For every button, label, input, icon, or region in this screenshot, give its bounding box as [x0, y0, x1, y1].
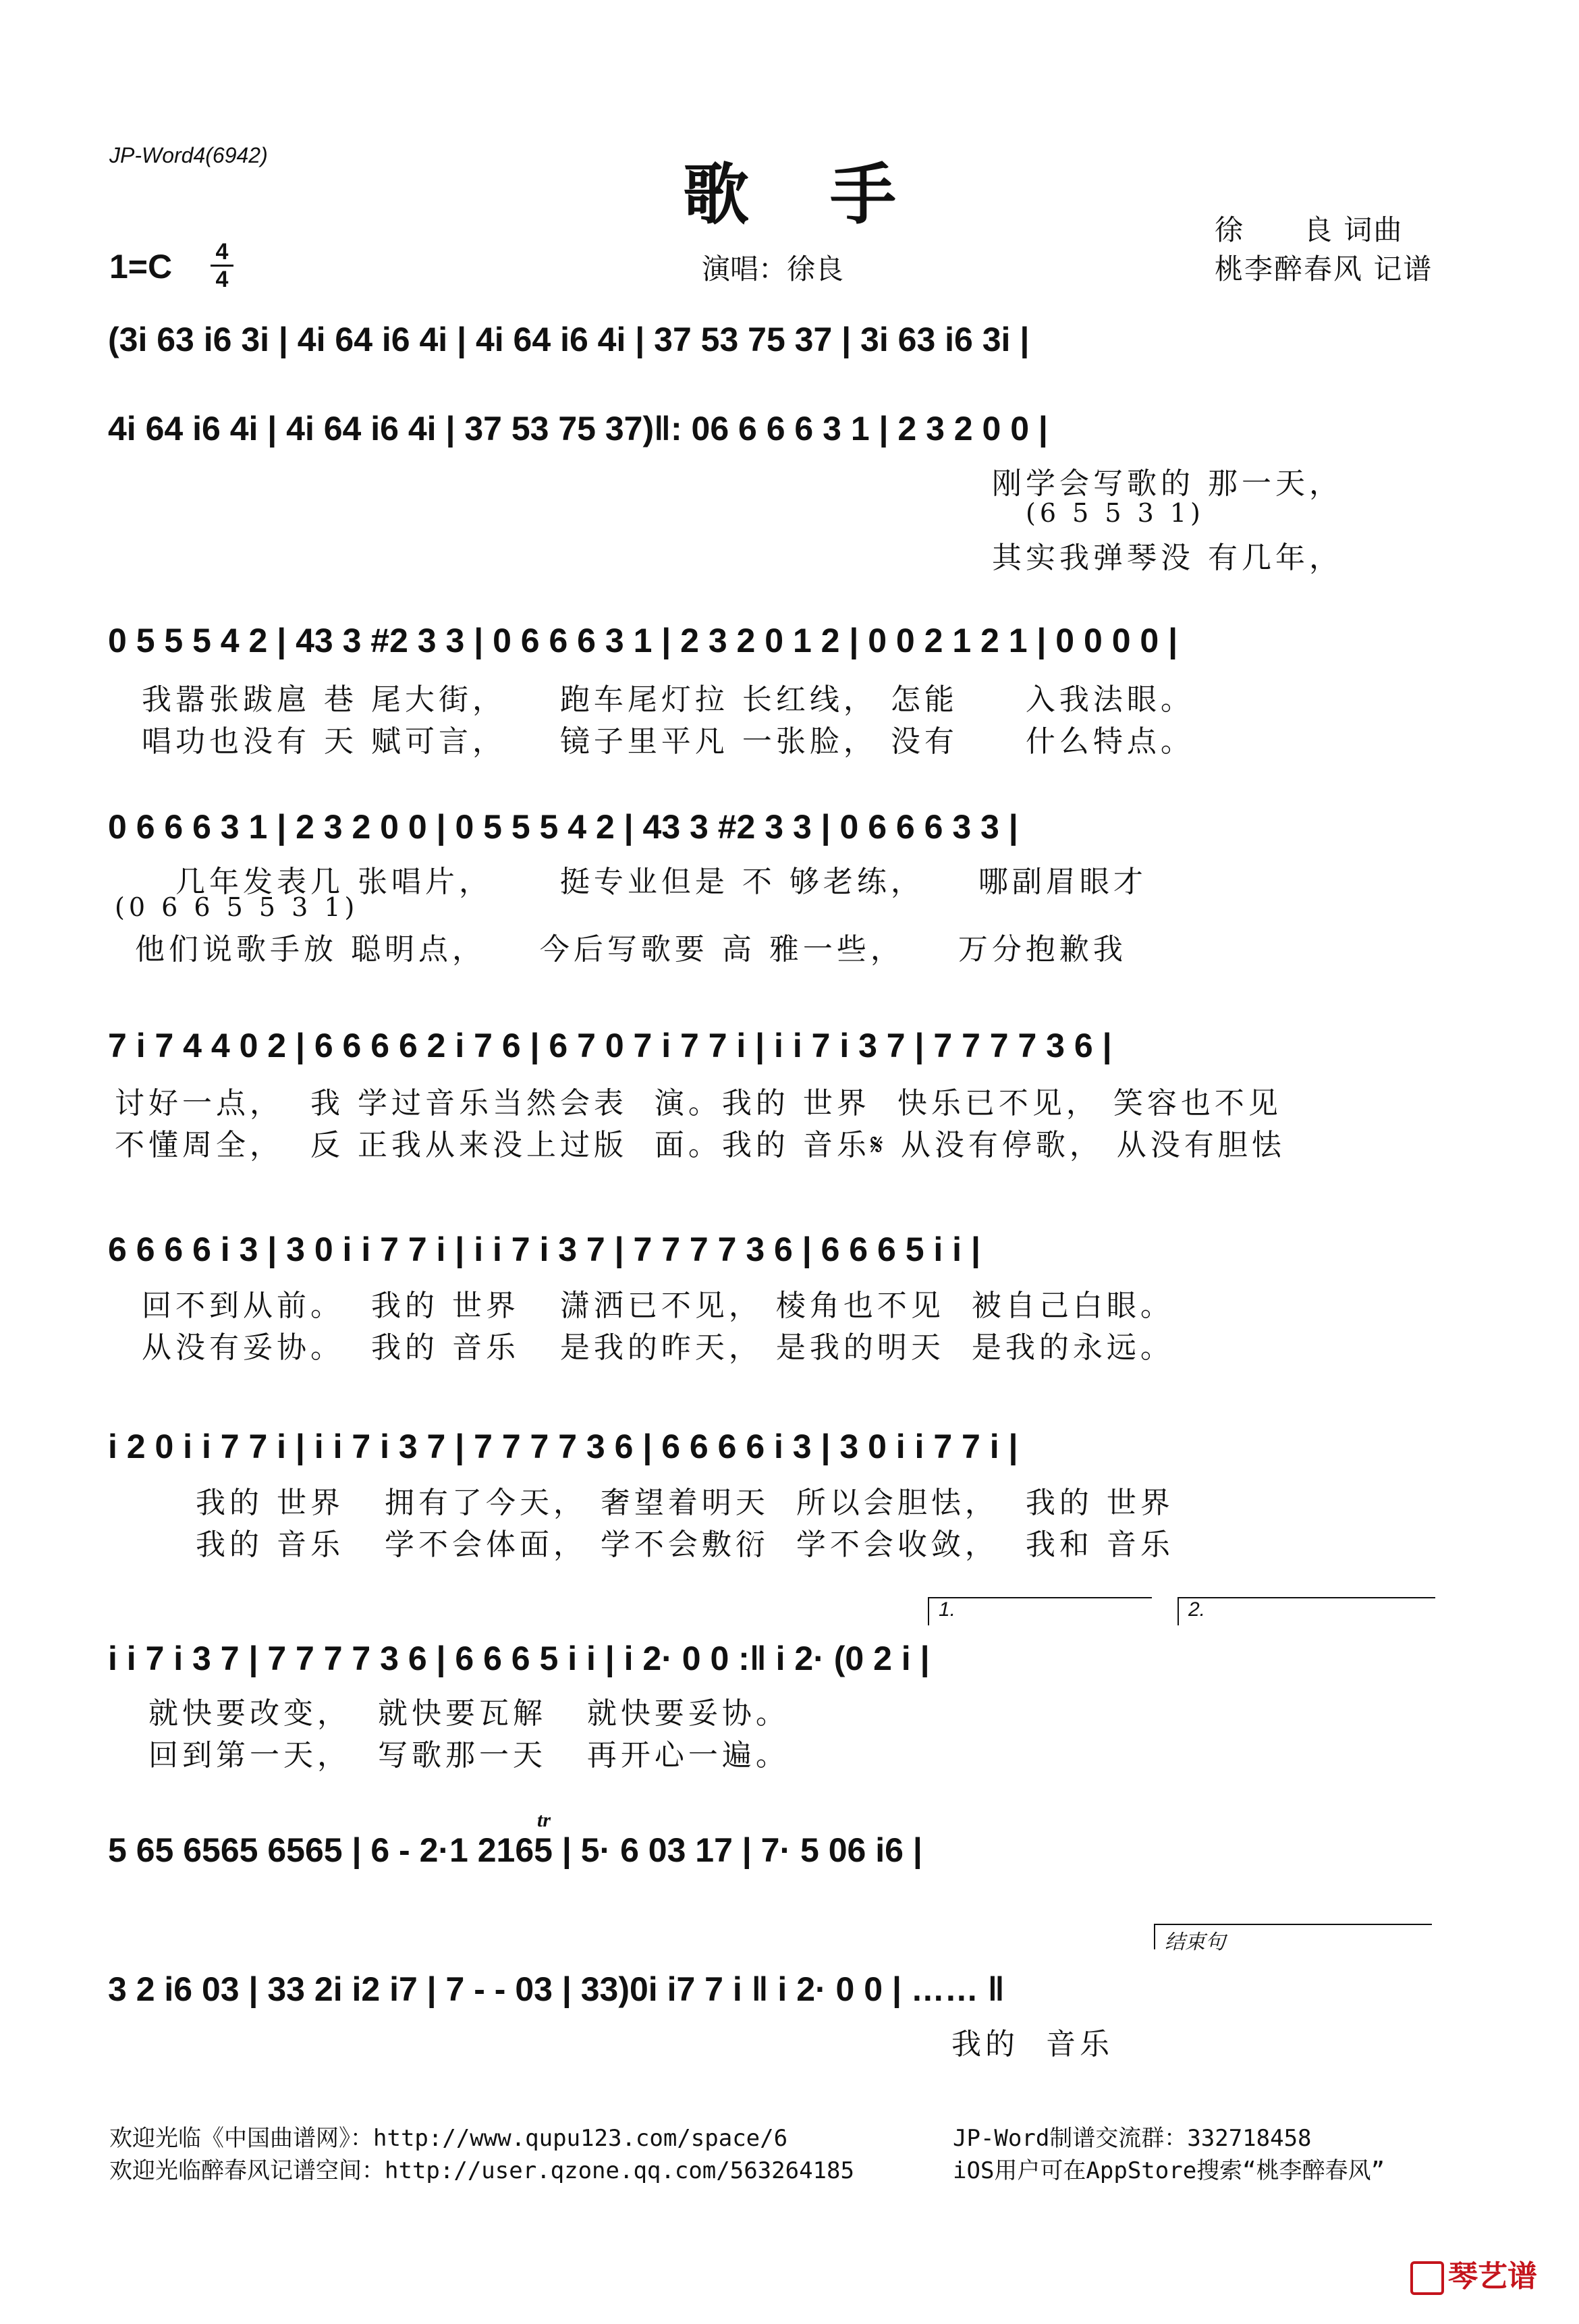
lyric-line: 就快要改变， 就快要瓦解 就快要妥协。 [148, 1696, 790, 1731]
footer-group: JP-Word制谱交流群：332718458 [953, 2125, 1312, 2152]
volta-label: 1. [939, 1598, 956, 1621]
software-label: JP-Word4(6942) [109, 143, 268, 167]
volta-label: 2. [1188, 1598, 1206, 1621]
lyric-line: 他们说歌手放 聪明点， 今后写歌要 高 雅一些， 万分抱歉我 [135, 932, 1127, 967]
watermark-text: 琴艺谱 [1448, 2260, 1537, 2293]
notation-line: 4i 64 i6 4i | 4i 64 i6 4i | 37 53 75 37)‖: 06 6 6 6 3 1 | 2 3 2 0 0 | [108, 410, 1048, 448]
lyric-line: 其实我弹琴没 有几年， [992, 541, 1343, 575]
score-system [108, 1639, 1464, 1678]
score-system [108, 1427, 1464, 1466]
footer-ios-note: iOS用户可在AppStore搜索“桃李醉春风” [953, 2157, 1385, 2184]
lyric-line: 不懂周全， 反 正我从来没上过版 面。我的 音乐𝄋 从没有停歌， 从没有胆怯 [115, 1128, 1285, 1162]
notation-line: i i 7 i 3 7 | 7 7 7 7 3 6 | 6 6 6 5 i i | i 2· 0 0 :‖ i 2· (0 2 i | [108, 1640, 930, 1677]
watermark-icon [1410, 2261, 1444, 2295]
lyric-line: 从没有妥协。 我的 音乐 是我的昨天， 是我的明天 是我的永远。 [142, 1330, 1174, 1365]
time-signature-bottom: 4 [215, 267, 229, 292]
time-signature-top: 4 [215, 239, 229, 265]
lyric-line: 我的 世界 拥有了今天， 奢望着明天 所以会胆怯， 我的 世界 [196, 1486, 1174, 1520]
volta-first-ending [928, 1597, 1152, 1625]
footer-space-link: 欢迎光临醉春风记谱空间：http://user.qzone.qq.com/563264185 [109, 2157, 854, 2184]
score-system [108, 320, 1464, 359]
lyric-line: 几年发表几 张唱片， 挺专业但是 不 够老练， 哪副眉眼才 [175, 865, 1147, 899]
score-system [108, 1230, 1464, 1269]
watermark-logo [1410, 2252, 1537, 2295]
lyric-line: 刚学会写歌的 那一天， [992, 466, 1343, 501]
notation-line: 7 i 7 4 4 0 2 | 6 6 6 6 2 i 7 6 | 6 7 0 7 i 7 7 i | i i 7 i 3 7 | 7 7 7 7 3 6 | [108, 1027, 1112, 1064]
singer-credit: 演唱：徐良 [702, 252, 844, 286]
notation-line: 6 6 6 6 i 3 | 3 0 i i 7 7 i | i i 7 i 3 7 | 7 7 7 7 3 6 | 6 6 6 5 i i | [108, 1231, 980, 1268]
notation-line: 3 2 i6 03 | 33 2i i2 i7 | 7 - - 03 | 33)0i i7 7 i ‖ i 2· 0 0 | …… ‖ [108, 1970, 1005, 2008]
notation-line: (3i 63 i6 3i | 4i 64 i6 4i | 4i 64 i6 4i | 37 53 75 37 | 3i 63 i6 3i | [108, 321, 1030, 358]
lyric-line: 回不到从前。 我的 世界 潇洒已不见， 棱角也不见 被自己白眼。 [142, 1289, 1174, 1323]
song-title: 歌手 [682, 156, 977, 234]
score-system [108, 1970, 1464, 2009]
lyric-line: 我嚣张跋扈 巷 尾大街， 跑车尾灯拉 长红线， 怎能 入我法眼。 [142, 682, 1194, 717]
transcriber-credit: 桃李醉春风 记谱 [1215, 252, 1433, 286]
lyric-line: 我的 音乐 [951, 2027, 1113, 2061]
lyric-line: (6 5 5 3 1) [1026, 498, 1204, 528]
lyric-line: 回到第一天， 写歌那一天 再开心一遍。 [148, 1738, 790, 1773]
score-system [108, 1026, 1464, 1065]
notation-line: 0 5 5 5 4 2 | 43 3 #2 3 3 | 0 6 6 6 3 1 | 2 3 2 0 1 2 | 0 0 2 1 2 1 | 0 0 0 0 | [108, 622, 1178, 659]
lyric-line: 我的 音乐 学不会体面， 学不会敷衍 学不会收敛， 我和 音乐 [196, 1528, 1174, 1562]
notation-line: 0 6 6 6 3 1 | 2 3 2 0 0 | 0 5 5 5 4 2 | 43 3 #2 3 3 | 0 6 6 6 3 3 | [108, 808, 1018, 846]
key-signature: 1=C [109, 248, 173, 286]
lyric-line: 讨好一点， 我 学过音乐当然会表 演。我的 世界 快乐已不见， 笑容也不见 [115, 1086, 1282, 1120]
score-system [108, 807, 1464, 846]
lyric-line: 唱功也没有 天 赋可言， 镜子里平凡 一张脸， 没有 什么特点。 [142, 724, 1194, 759]
score-system [108, 1831, 1464, 1870]
volta-second-ending [1178, 1597, 1435, 1625]
composer-credit: 徐 良 词曲 [1215, 213, 1404, 246]
ending-bracket [1154, 1924, 1432, 1953]
notation-line: i 2 0 i i 7 7 i | i i 7 i 3 7 | 7 7 7 7 3 6 | 6 6 6 6 i 3 | 3 0 i i 7 7 i | [108, 1428, 1018, 1465]
footer-site-link: 欢迎光临《中国曲谱网》：http://www.qupu123.com/space/6 [109, 2125, 788, 2152]
trill-mark: tr [537, 1809, 551, 1831]
ending-label: 结束句 [1165, 1931, 1225, 1953]
time-signature [211, 240, 233, 291]
notation-line: 5 65 6565 6565 | 6 - 2·1 2165 | 5· 6 03 17 | 7· 5 06 i6 | [108, 1831, 922, 1869]
score-system [108, 621, 1464, 660]
lyric-line: (0 6 6 5 5 3 1) [115, 892, 359, 922]
score-system [108, 409, 1464, 448]
